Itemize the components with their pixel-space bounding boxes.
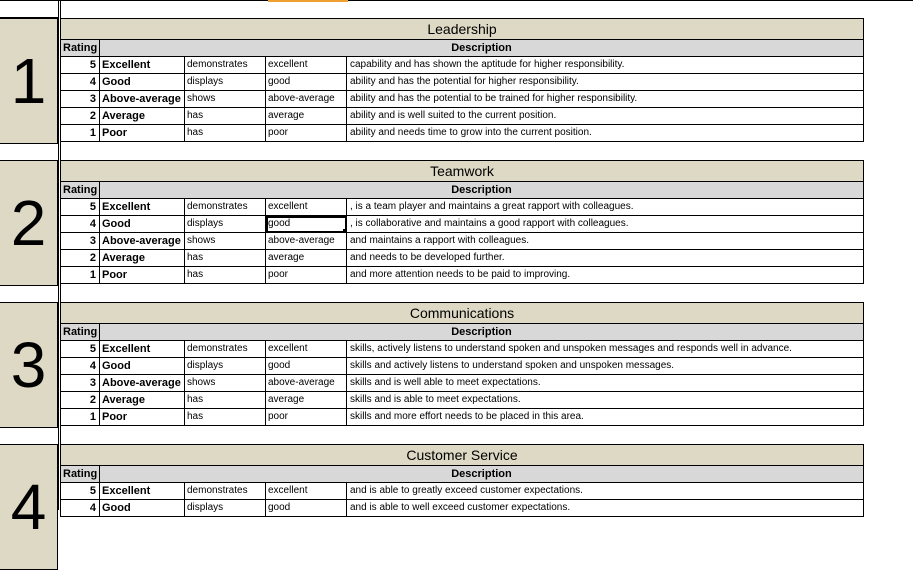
section-4 xyxy=(0,444,865,543)
table-row xyxy=(60,267,864,284)
verb-cell[interactable]: has xyxy=(185,409,266,426)
adjective-cell[interactable]: poor xyxy=(266,267,347,284)
label-cell[interactable]: Poor xyxy=(100,267,185,284)
top-border xyxy=(0,0,913,1)
rating-cell[interactable]: 2 xyxy=(60,392,100,409)
description-cell[interactable]: ability and has the potential to be trained for higher responsibility. xyxy=(347,91,864,108)
verb-cell[interactable]: demonstrates xyxy=(185,341,266,358)
rating-table xyxy=(60,444,864,517)
verb-cell[interactable]: has xyxy=(185,267,266,284)
section-number[interactable]: 4 xyxy=(0,444,58,570)
rating-cell[interactable]: 3 xyxy=(60,233,100,250)
table-row xyxy=(60,233,864,250)
table-row xyxy=(60,409,864,426)
verb-cell[interactable]: displays xyxy=(185,216,266,233)
description-cell[interactable]: skills and is well able to meet expectations. xyxy=(347,375,864,392)
table-row xyxy=(60,483,864,500)
verb-cell[interactable]: demonstrates xyxy=(185,199,266,216)
adjective-cell[interactable]: average xyxy=(266,250,347,267)
header-row xyxy=(60,182,864,199)
description-cell[interactable]: capability and has shown the aptitude for higher responsibility. xyxy=(347,57,864,74)
description-cell[interactable]: ability and has the potential for higher responsibility. xyxy=(347,74,864,91)
description-header[interactable]: Description xyxy=(100,182,864,199)
top-left-cell[interactable] xyxy=(0,0,58,18)
verb-cell[interactable]: shows xyxy=(185,91,266,108)
description-cell[interactable]: and maintains a rapport with colleagues. xyxy=(347,233,864,250)
description-header[interactable]: Description xyxy=(100,324,864,341)
verb-cell[interactable]: shows xyxy=(185,375,266,392)
verb-cell[interactable]: has xyxy=(185,250,266,267)
verb-cell[interactable]: demonstrates xyxy=(185,483,266,500)
verb-cell[interactable]: displays xyxy=(185,74,266,91)
table-row xyxy=(60,375,864,392)
label-cell[interactable]: Above-average xyxy=(100,375,185,392)
adjective-cell[interactable]: above-average xyxy=(266,91,347,108)
label-cell[interactable]: Excellent xyxy=(100,57,185,74)
adjective-cell[interactable]: average xyxy=(266,392,347,409)
adjective-cell[interactable]: poor xyxy=(266,125,347,142)
description-header[interactable]: Description xyxy=(100,40,864,57)
table-row xyxy=(60,250,864,267)
description-cell[interactable]: and more attention needs to be paid to improving. xyxy=(347,267,864,284)
rating-table xyxy=(60,302,864,426)
rating-header[interactable]: Rating xyxy=(60,182,100,199)
section-3 xyxy=(0,302,865,426)
rating-header[interactable]: Rating xyxy=(60,324,100,341)
section-title[interactable]: Communications xyxy=(60,302,864,324)
description-cell[interactable]: skills, actively listens to understand spoken and unspoken messages and responds well in advance. xyxy=(347,341,864,358)
rating-cell[interactable]: 5 xyxy=(60,57,100,74)
table-row xyxy=(60,91,864,108)
rating-header[interactable]: Rating xyxy=(60,466,100,483)
adjective-cell[interactable]: good xyxy=(266,500,347,517)
verb-cell[interactable]: has xyxy=(185,108,266,125)
description-cell[interactable]: ability and is well suited to the current position. xyxy=(347,108,864,125)
rating-table xyxy=(60,18,864,142)
adjective-cell[interactable]: good xyxy=(266,216,347,233)
section-number[interactable]: 2 xyxy=(0,160,58,286)
rating-cell[interactable]: 3 xyxy=(60,91,100,108)
adjective-cell[interactable]: above-average xyxy=(266,375,347,392)
section-title[interactable]: Customer Service xyxy=(60,444,864,466)
verb-cell[interactable]: has xyxy=(185,392,266,409)
header-row xyxy=(60,324,864,341)
table-row xyxy=(60,358,864,375)
label-cell[interactable]: Average xyxy=(100,108,185,125)
label-cell[interactable]: Average xyxy=(100,392,185,409)
adjective-cell[interactable]: above-average xyxy=(266,233,347,250)
table-row xyxy=(60,392,864,409)
label-cell[interactable]: Above-average xyxy=(100,91,185,108)
rating-cell[interactable]: 4 xyxy=(60,500,100,517)
table-row xyxy=(60,125,864,142)
rating-cell[interactable]: 2 xyxy=(60,108,100,125)
table-row xyxy=(60,57,864,74)
section-2 xyxy=(0,160,865,284)
verb-cell[interactable]: demonstrates xyxy=(185,57,266,74)
section-title[interactable]: Leadership xyxy=(60,18,864,40)
description-cell[interactable]: skills and actively listens to understand spoken and unspoken messages. xyxy=(347,358,864,375)
rating-cell[interactable]: 4 xyxy=(60,358,100,375)
label-cell[interactable]: Good xyxy=(100,74,185,91)
description-cell[interactable]: , is collaborative and maintains a good rapport with colleagues. xyxy=(347,216,864,233)
adjective-cell[interactable]: excellent xyxy=(266,57,347,74)
header-row xyxy=(60,40,864,57)
rating-table xyxy=(60,160,864,284)
table-row xyxy=(60,216,864,233)
table-row xyxy=(60,500,864,517)
adjective-cell[interactable]: excellent xyxy=(266,483,347,500)
rating-cell[interactable]: 5 xyxy=(60,483,100,500)
table-row xyxy=(60,341,864,358)
description-cell[interactable]: ability and needs time to grow into the current position. xyxy=(347,125,864,142)
rating-cell[interactable]: 2 xyxy=(60,250,100,267)
label-cell[interactable]: Poor xyxy=(100,125,185,142)
table-row xyxy=(60,199,864,216)
adjective-cell[interactable]: good xyxy=(266,74,347,91)
adjective-cell[interactable]: excellent xyxy=(266,199,347,216)
label-cell[interactable]: Average xyxy=(100,250,185,267)
label-cell[interactable]: Good xyxy=(100,500,185,517)
section-number[interactable]: 1 xyxy=(0,18,58,144)
verb-cell[interactable]: shows xyxy=(185,233,266,250)
label-cell[interactable]: Excellent xyxy=(100,483,185,500)
rating-cell[interactable]: 3 xyxy=(60,375,100,392)
label-cell[interactable]: Excellent xyxy=(100,199,185,216)
verb-cell[interactable]: has xyxy=(185,125,266,142)
rating-cell[interactable]: 4 xyxy=(60,74,100,91)
description-cell[interactable]: , is a team player and maintains a great rapport with colleagues. xyxy=(347,199,864,216)
label-cell[interactable]: Good xyxy=(100,358,185,375)
rating-cell[interactable]: 5 xyxy=(60,341,100,358)
rating-cell[interactable]: 4 xyxy=(60,216,100,233)
description-cell[interactable]: skills and more effort needs to be placed in this area. xyxy=(347,409,864,426)
rating-cell[interactable]: 1 xyxy=(60,125,100,142)
adjective-cell[interactable]: poor xyxy=(266,409,347,426)
rating-cell[interactable]: 5 xyxy=(60,199,100,216)
label-cell[interactable]: Excellent xyxy=(100,341,185,358)
description-cell[interactable]: skills and is able to meet expectations. xyxy=(347,392,864,409)
adjective-cell[interactable]: excellent xyxy=(266,341,347,358)
adjective-cell[interactable]: average xyxy=(266,108,347,125)
label-cell[interactable]: Poor xyxy=(100,409,185,426)
header-row xyxy=(60,466,864,483)
description-cell[interactable]: and is able to greatly exceed customer expectations. xyxy=(347,483,864,500)
rating-header[interactable]: Rating xyxy=(60,40,100,57)
table-row xyxy=(60,74,864,91)
section-1 xyxy=(0,18,865,142)
section-title[interactable]: Teamwork xyxy=(60,160,864,182)
description-cell[interactable]: and is able to well exceed customer expectations. xyxy=(347,500,864,517)
column-highlight xyxy=(268,0,348,2)
label-cell[interactable]: Above-average xyxy=(100,233,185,250)
verb-cell[interactable]: displays xyxy=(185,500,266,517)
rating-cell[interactable]: 1 xyxy=(60,267,100,284)
table-row xyxy=(60,108,864,125)
label-cell[interactable]: Good xyxy=(100,216,185,233)
adjective-cell[interactable]: good xyxy=(266,358,347,375)
description-cell[interactable]: and needs to be developed further. xyxy=(347,250,864,267)
description-header[interactable]: Description xyxy=(100,466,864,483)
section-number[interactable]: 3 xyxy=(0,302,58,428)
verb-cell[interactable]: displays xyxy=(185,358,266,375)
rating-cell[interactable]: 1 xyxy=(60,409,100,426)
